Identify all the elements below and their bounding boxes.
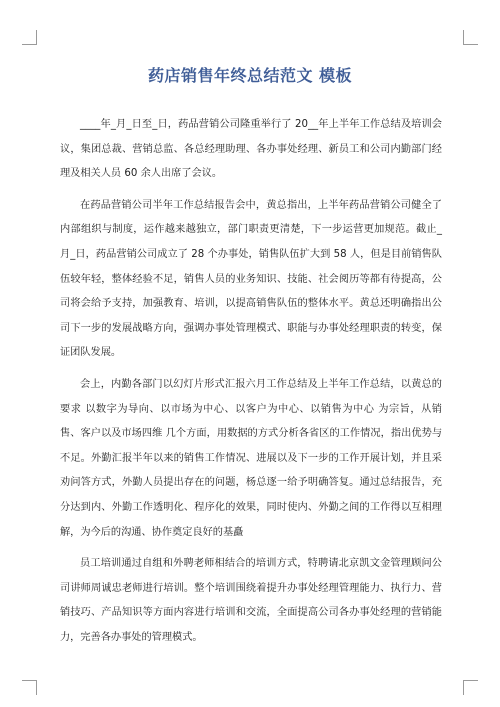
crop-mark-bottom-left [22,680,37,695]
crop-mark-top-left [22,30,37,45]
document-title: 药店销售年终总结范文 模板 [147,66,353,85]
paragraph-department-reports: 会上，内勤各部门以幻灯片形式汇报六月工作总结及上半年工作总结，以黄总的要求 以数字为导向、以市场为中心、以客户为中心、以销售为中心 为宗旨，从销售、客户以及市场四维 几个方面，用数据的方式分析各省区的工作情况，指出优势与不足。外勤汇报半年以来的销售工作情况、进展以及下一步的工作开展计划，并且采劝问答方式，外勤人员提出存在的问题，杨总逐一给予明确答复。通过总结报告，充分达到内、外勤工作透明化、程序化的效果，同时使内、外勤之间的工作得以互相理解，为今后的沟通、协作奠定良好的基矗 [60,378,442,538]
paragraph-report-summary: 在药品营销公司半年工作总结报告会中，黄总指出，上半年药品营销公司健全了内部组织与制度，运作越来越独立，部门职责更清楚，下一步运营更加规范。截止_月_日，药品营销公司成立了 28 个办事处，销售队伍扩大到 58 人，但是目前销售队伍较年轻，整体经验不足，销售人员的业务知识、技能、社会阅历等都有待提高，公司将会给予支持，加强教育、培训，以提高销售队伍的整体水平。黄总还明确指出公司下一步的发展战略方向，强调办事处管理模式、职能与办事处经理职责的转变，保证团队发展。 [60,199,442,359]
paragraph-meeting-intro: ____年_月_日至_日，药品营销公司隆重举行了 20__年上半年工作总结及培训会议，集团总裁、营销总监、各总经理助理、各办事处经理、新员工和公司内勤部门经理及相关人员 60 余人出席了会议。 [60,119,442,180]
crop-mark-bottom-right [463,680,478,695]
document-body [60,113,442,657]
crop-mark-top-right [463,30,478,45]
paragraph-staff-training: 员工培训通过自组和外聘老师相结合的培训方式，特聘请北京凯文金管理顾问公司讲师周诚忠老师进行培训。整个培训围绕着提升办事处经理管理能力、执行力、营销技巧、产品知识等方面内容进行培训和交流，全面提高公司各办事处经理的营销能力，完善各办事处的管理模式。 [60,558,442,643]
